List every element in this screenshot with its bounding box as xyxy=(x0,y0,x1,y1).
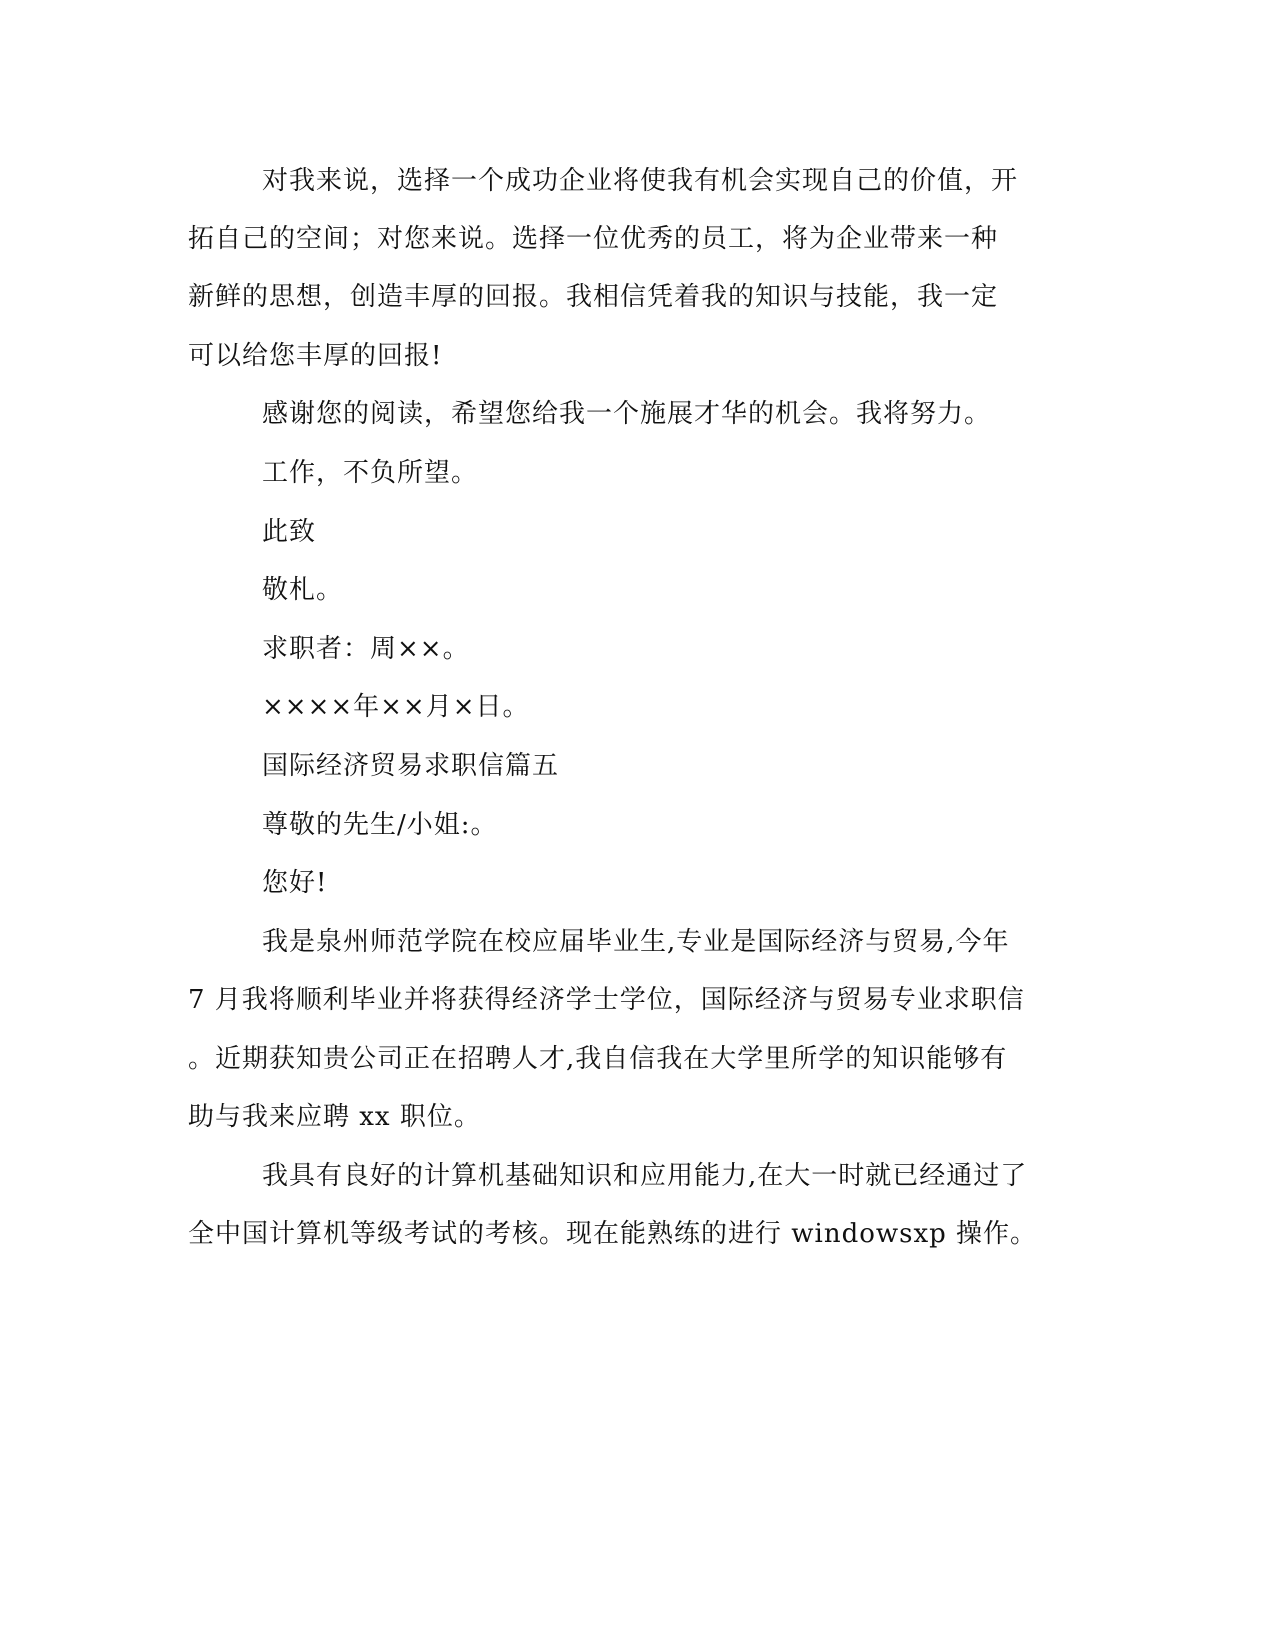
greeting-line: 尊敬的先生/小姐:。 xyxy=(262,810,498,840)
paragraph-line: 对我来说，选择一个成功企业将使我有机会实现自己的价值，开 xyxy=(262,166,1019,196)
paragraph-line: 我具有良好的计算机基础知识和应用能力,在大一时就已经通过了 xyxy=(262,1161,1028,1191)
paragraph-line: 7 月我将顺利毕业并将获得经济学士学位，国际经济与贸易专业求职信 xyxy=(188,985,1025,1015)
date-line: ××××年××月×日。 xyxy=(262,692,530,722)
signature-line: 求职者：周××。 xyxy=(262,634,470,664)
paragraph-line: 我是泉州师范学院在校应届毕业生,专业是国际经济与贸易,今年 xyxy=(262,927,1010,957)
paragraph-line: 拓自己的空间；对您来说。选择一位优秀的员工，将为企业带来一种 xyxy=(188,224,999,254)
closing-salutation: 敬札。 xyxy=(262,575,344,605)
section-title: 国际经济贸易求职信篇五 xyxy=(262,751,560,781)
greeting-line: 您好! xyxy=(262,868,328,898)
paragraph-line: 感谢您的阅读，希望您给我一个施展才华的机会。我将努力。 xyxy=(262,399,992,429)
closing-salutation: 此致 xyxy=(262,517,317,547)
paragraph-line: 可以给您丰厚的回报! xyxy=(188,341,443,371)
paragraph-line: 。近期获知贵公司正在招聘人才,我自信我在大学里所学的知识能够有 xyxy=(188,1044,1008,1074)
paragraph-line: 全中国计算机等级考试的考核。现在能熟练的进行 windowsxp 操作。 xyxy=(188,1219,1038,1249)
paragraph-line: 助与我来应聘 xx 职位。 xyxy=(188,1102,481,1132)
paragraph-line: 工作，不负所望。 xyxy=(262,458,479,488)
paragraph-line: 新鲜的思想，创造丰厚的回报。我相信凭着我的知识与技能，我一定 xyxy=(188,282,999,312)
